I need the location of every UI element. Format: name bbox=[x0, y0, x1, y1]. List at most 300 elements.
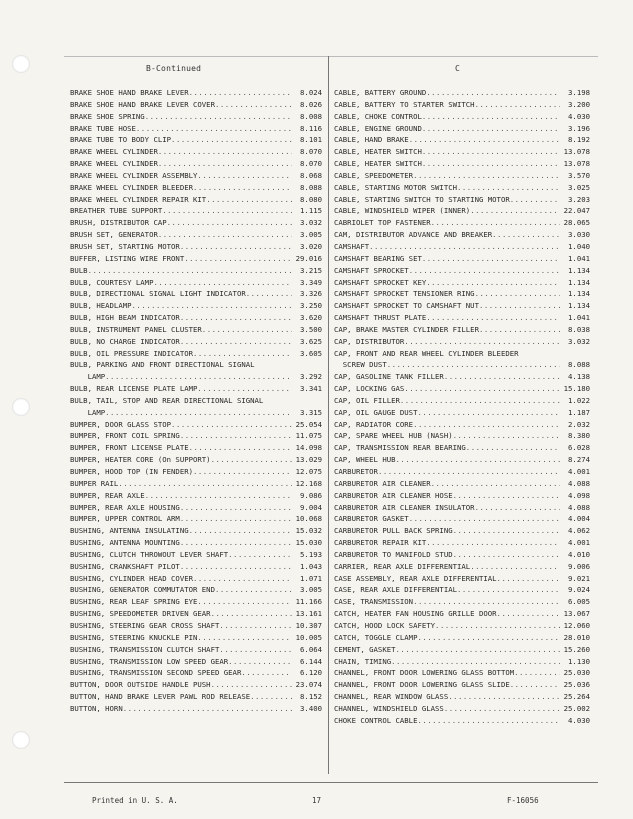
entry-page-ref: 3.025 bbox=[568, 182, 590, 192]
entry-page-ref: 3.400 bbox=[300, 703, 322, 713]
leader-dots bbox=[391, 656, 560, 668]
entry-name: BRUSH SET, GENERATOR bbox=[70, 230, 158, 240]
entry-name: BULB, NO CHARGE INDICATOR bbox=[70, 336, 180, 346]
index-entry bbox=[334, 265, 590, 277]
entry-name: BUTTON, HORN bbox=[70, 703, 123, 713]
index-entry bbox=[334, 288, 590, 300]
entry-name: CAP, OIL FILLER bbox=[334, 395, 400, 405]
entry-page-ref: 3.020 bbox=[300, 241, 322, 251]
index-entry bbox=[70, 324, 322, 336]
leader-dots bbox=[422, 111, 560, 123]
entry-page-ref: 6.028 bbox=[568, 443, 590, 453]
entry-page-ref: 9.086 bbox=[300, 490, 322, 500]
entry-page-ref: 9.021 bbox=[568, 573, 590, 583]
entry-name: BUMPER, DOOR GLASS STOP bbox=[70, 419, 172, 429]
entry-page-ref: 3.030 bbox=[568, 230, 590, 240]
index-entry bbox=[334, 691, 590, 703]
leader-dots bbox=[193, 348, 292, 360]
entry-page-ref: 22.047 bbox=[563, 206, 590, 216]
entry-page-ref: 8.068 bbox=[300, 170, 322, 180]
leader-dots bbox=[470, 561, 560, 573]
entry-name: BUFFER, LISTING WIRE FRONT bbox=[70, 253, 185, 263]
entry-name: CABLE, HEATER SWITCH bbox=[334, 159, 422, 169]
printed-in-label: Printed in U. S. A. bbox=[92, 796, 178, 805]
index-entry bbox=[334, 703, 590, 715]
entry-name: BRAKE WHEEL CYLINDER bbox=[70, 159, 158, 169]
entry-name: CAMSHAFT BEARING SET bbox=[334, 253, 422, 263]
index-entry bbox=[334, 513, 590, 525]
index-entry bbox=[334, 430, 590, 442]
entry-name: CHANNEL, REAR WINDOW GLASS bbox=[334, 692, 449, 702]
index-entry bbox=[334, 442, 590, 454]
entry-page-ref: 15.030 bbox=[295, 538, 322, 548]
index-entry bbox=[334, 277, 590, 289]
leader-dots bbox=[497, 608, 560, 620]
entry-page-ref: 4.030 bbox=[568, 715, 590, 725]
entry-page-ref: 3.326 bbox=[300, 289, 322, 299]
leader-dots bbox=[180, 336, 292, 348]
leader-dots bbox=[396, 454, 560, 466]
entry-name: BUSHING, ANTENNA MOUNTING bbox=[70, 538, 180, 548]
index-entry bbox=[334, 502, 590, 514]
entry-name: SCREW DUST bbox=[334, 360, 387, 370]
entry-name: CABLE, BATTERY TO STARTER SWITCH bbox=[334, 99, 475, 109]
entry-page-ref: 25.036 bbox=[563, 680, 590, 690]
index-entry bbox=[70, 205, 322, 217]
index-entry bbox=[334, 371, 590, 383]
index-entry bbox=[334, 348, 590, 360]
entry-name: BULB, HEADLAMP bbox=[70, 301, 132, 311]
entry-name: BUSHING, REAR LEAF SPRING EYE bbox=[70, 597, 198, 607]
entry-page-ref: 1.134 bbox=[568, 289, 590, 299]
index-entry bbox=[334, 111, 590, 123]
index-entry bbox=[334, 667, 590, 679]
leader-dots bbox=[453, 525, 560, 537]
entry-name: BUSHING, CLUTCH THROWOUT LEVER SHAFT bbox=[70, 549, 229, 559]
entry-page-ref: 12.168 bbox=[295, 478, 322, 488]
entry-page-ref: 1.134 bbox=[568, 301, 590, 311]
index-entry bbox=[334, 87, 590, 99]
leader-dots bbox=[435, 620, 560, 632]
entry-page-ref: 8.070 bbox=[300, 147, 322, 157]
index-entry bbox=[334, 182, 590, 194]
index-entry bbox=[334, 312, 590, 324]
index-entry bbox=[70, 667, 322, 679]
entry-name: CARBURETOR REPAIR KIT bbox=[334, 538, 427, 548]
index-entry bbox=[334, 525, 590, 537]
entry-page-ref: 13.029 bbox=[295, 455, 322, 465]
entry-page-ref: 3.570 bbox=[568, 170, 590, 180]
leader-dots bbox=[457, 182, 560, 194]
entry-page-ref: 8.088 bbox=[568, 360, 590, 370]
entry-page-ref: 4.098 bbox=[568, 490, 590, 500]
entry-name: CAP, FRONT AND REAR WHEEL CYLINDER BLEEDER bbox=[334, 348, 519, 358]
entry-name: CASE ASSEMBLY, REAR AXLE DIFFERENTIAL bbox=[334, 573, 497, 583]
entry-page-ref: 28.010 bbox=[563, 632, 590, 642]
entry-page-ref: 1.041 bbox=[568, 313, 590, 323]
index-entry bbox=[334, 620, 590, 632]
index-entry bbox=[70, 170, 322, 182]
index-entry bbox=[70, 656, 322, 668]
document-code: F-16056 bbox=[507, 796, 539, 805]
entry-page-ref: 3.005 bbox=[300, 230, 322, 240]
index-entry bbox=[70, 608, 322, 620]
entry-page-ref: 4.001 bbox=[568, 467, 590, 476]
entry-name: BRUSH, DISTRIBUTOR CAP bbox=[70, 218, 167, 228]
entry-page-ref: 12.075 bbox=[295, 467, 322, 476]
index-entry bbox=[334, 123, 590, 135]
index-entry bbox=[334, 170, 590, 182]
index-entry bbox=[334, 419, 590, 431]
entry-page-ref: 1.040 bbox=[568, 241, 590, 251]
index-entry bbox=[334, 466, 590, 478]
leader-dots bbox=[431, 217, 560, 229]
index-entry bbox=[334, 537, 590, 549]
index-entry bbox=[70, 158, 322, 170]
entry-name: CAP, TRANSMISSION REAR BEARING bbox=[334, 443, 466, 453]
entry-page-ref: 25.264 bbox=[563, 692, 590, 702]
entry-name: BULB, REAR LICENSE PLATE LAMP bbox=[70, 384, 198, 394]
entry-name: CHANNEL, FRONT DOOR LOWERING GLASS BOTTOM bbox=[334, 668, 515, 678]
index-entry bbox=[334, 573, 590, 585]
index-entry bbox=[70, 430, 322, 442]
index-entry bbox=[70, 265, 322, 277]
leader-dots bbox=[180, 561, 292, 573]
entry-name: BRAKE TUBE HOSE bbox=[70, 123, 136, 133]
entry-page-ref: 3.605 bbox=[300, 348, 322, 358]
entry-page-ref: 10.307 bbox=[295, 620, 322, 630]
leader-dots bbox=[422, 146, 560, 158]
index-entry bbox=[70, 525, 322, 537]
leader-dots bbox=[409, 513, 560, 525]
index-entry bbox=[70, 537, 322, 549]
leader-dots bbox=[180, 537, 292, 549]
entry-page-ref: 8.152 bbox=[300, 692, 322, 702]
leader-dots bbox=[158, 158, 292, 170]
entry-name: BUSHING, CRANKSHAFT PILOT bbox=[70, 561, 180, 571]
entry-page-ref: 3.203 bbox=[568, 194, 590, 204]
entry-name: CABLE, SPEEDOMETER bbox=[334, 170, 414, 180]
leader-dots bbox=[118, 478, 292, 490]
entry-page-ref: 8.070 bbox=[300, 159, 322, 169]
leader-dots bbox=[426, 537, 560, 549]
entry-name: CAP, OIL GAUGE DUST bbox=[334, 407, 418, 417]
entry-name: BREATHER TUBE SUPPORT bbox=[70, 206, 163, 216]
entry-name: BRAKE WHEEL CYLINDER ASSEMBLY bbox=[70, 170, 198, 180]
index-entry bbox=[70, 288, 322, 300]
leader-dots bbox=[123, 703, 292, 715]
entry-page-ref: 11.166 bbox=[295, 597, 322, 607]
entry-name: CABLE, HAND BRAKE bbox=[334, 135, 409, 145]
entry-name: CHOKE CONTROL CABLE bbox=[334, 715, 418, 725]
leader-dots bbox=[162, 205, 292, 217]
entry-name: CAP, RADIATOR CORE bbox=[334, 419, 414, 429]
leader-dots bbox=[417, 715, 560, 727]
index-entry bbox=[70, 703, 322, 715]
entry-page-ref: 28.065 bbox=[563, 218, 590, 228]
entry-name: CAP, LOCKING GAS bbox=[334, 384, 405, 394]
index-entry bbox=[334, 407, 590, 419]
entry-name: CARBURETOR AIR CLEANER INSULATOR bbox=[334, 502, 475, 512]
entry-name: BULB, TAIL, STOP AND REAR DIRECTIONAL SIGNAL bbox=[70, 395, 264, 405]
entry-page-ref: 25.054 bbox=[295, 419, 322, 429]
index-entry bbox=[70, 123, 322, 135]
leader-dots bbox=[413, 170, 560, 182]
leader-dots bbox=[211, 454, 292, 466]
entry-page-ref: 9.004 bbox=[300, 502, 322, 512]
entry-page-ref: 6.064 bbox=[300, 644, 322, 654]
entry-name: CABLE, ENGINE GROUND bbox=[334, 123, 422, 133]
entry-page-ref: 3.215 bbox=[300, 265, 322, 275]
entry-name: BRAKE TUBE TO BODY CLIP bbox=[70, 135, 172, 145]
entry-page-ref: 13.067 bbox=[563, 609, 590, 619]
binder-hole-icon bbox=[12, 398, 30, 416]
index-entry bbox=[334, 478, 590, 490]
entry-name: CASE, REAR AXLE DIFFERENTIAL bbox=[334, 585, 458, 595]
entry-page-ref: 8.038 bbox=[568, 324, 590, 334]
leader-dots bbox=[189, 442, 292, 454]
leader-dots bbox=[369, 241, 560, 253]
entry-page-ref: 4.138 bbox=[568, 372, 590, 382]
index-entry bbox=[334, 549, 590, 561]
index-entry bbox=[334, 644, 590, 656]
entry-page-ref: 3.620 bbox=[300, 313, 322, 323]
index-entry bbox=[70, 620, 322, 632]
entry-name: BRAKE WHEEL CYLINDER REPAIR KIT bbox=[70, 194, 207, 204]
leader-dots bbox=[180, 241, 292, 253]
entry-name: CARBURETOR TO MANIFOLD STUD bbox=[334, 549, 453, 559]
entry-page-ref: 25.030 bbox=[563, 668, 590, 678]
entry-name: CAP, DISTRIBUTOR bbox=[334, 336, 405, 346]
leader-dots bbox=[197, 383, 292, 395]
entry-page-ref: 3.349 bbox=[300, 277, 322, 287]
entry-name: BUSHING, TRANSMISSION LOW SPEED GEAR bbox=[70, 656, 229, 666]
leader-dots bbox=[158, 146, 292, 158]
entry-name: BULB, INSTRUMENT PANEL CLUSTER bbox=[70, 324, 202, 334]
leader-dots bbox=[497, 573, 560, 585]
index-entry bbox=[70, 253, 322, 265]
entry-page-ref: 15.180 bbox=[563, 384, 590, 394]
entry-page-ref: 8.024 bbox=[300, 88, 322, 97]
leader-dots bbox=[453, 490, 560, 502]
entry-name: CHANNEL, WINDSHIELD GLASS bbox=[334, 703, 444, 713]
entry-name: BRUSH SET, STARTING MOTOR bbox=[70, 241, 180, 251]
index-entry bbox=[334, 632, 590, 644]
index-entry bbox=[334, 336, 590, 348]
entry-page-ref: 13.078 bbox=[563, 159, 590, 169]
entry-page-ref: 4.030 bbox=[568, 111, 590, 121]
entry-page-ref: 14.098 bbox=[295, 443, 322, 453]
entry-name: BUMPER, FRONT LICENSE PLATE bbox=[70, 443, 189, 453]
entry-name: CAMSHAFT THRUST PLATE bbox=[334, 313, 427, 323]
entry-name: BRAKE SHOE HAND BRAKE LEVER COVER bbox=[70, 99, 215, 109]
leader-dots bbox=[219, 620, 292, 632]
left-column-heading: B-Continued bbox=[146, 64, 202, 73]
entry-page-ref: 3.292 bbox=[300, 372, 322, 382]
index-entry bbox=[70, 679, 322, 691]
entry-page-ref: 4.088 bbox=[568, 478, 590, 488]
entry-name: BUSHING, TRANSMISSION CLUTCH SHAFT bbox=[70, 644, 220, 654]
index-entry bbox=[334, 679, 590, 691]
index-entry bbox=[334, 359, 590, 371]
entry-name: CARBURETOR bbox=[334, 467, 378, 476]
leader-dots bbox=[510, 194, 560, 206]
entry-name: BULB, PARKING AND FRONT DIRECTIONAL SIGNAL bbox=[70, 360, 255, 370]
index-entry bbox=[334, 490, 590, 502]
entry-page-ref: 6.005 bbox=[568, 597, 590, 607]
entry-name: CABLE, HEATER SWITCH bbox=[334, 147, 422, 157]
index-entry bbox=[334, 217, 590, 229]
index-entry bbox=[70, 407, 322, 419]
entry-page-ref: 8.088 bbox=[300, 182, 322, 192]
entry-name: CHAIN, TIMING bbox=[334, 656, 392, 666]
leader-dots bbox=[409, 134, 560, 146]
leader-dots bbox=[413, 419, 560, 431]
index-entry bbox=[70, 691, 322, 703]
leader-dots bbox=[145, 111, 292, 123]
leader-dots bbox=[492, 229, 560, 241]
index-entry bbox=[70, 277, 322, 289]
leader-dots bbox=[444, 371, 560, 383]
leader-dots bbox=[400, 395, 560, 407]
entry-name: BUTTON, HAND BRAKE LEVER PAWL ROD RELEASE bbox=[70, 692, 251, 702]
index-entry bbox=[70, 644, 322, 656]
leader-dots bbox=[246, 288, 292, 300]
entry-name: BRAKE SHOE HAND BRAKE LEVER bbox=[70, 88, 189, 97]
entry-name: BUMPER RAIL bbox=[70, 478, 119, 488]
index-entry bbox=[334, 395, 590, 407]
entry-page-ref: 6.120 bbox=[300, 668, 322, 678]
entry-page-ref: 8.274 bbox=[568, 455, 590, 465]
entry-page-ref: 6.144 bbox=[300, 656, 322, 666]
leader-dots bbox=[475, 502, 560, 514]
entry-page-ref: 29.016 bbox=[295, 253, 322, 263]
entry-page-ref: 3.341 bbox=[300, 384, 322, 394]
index-entry bbox=[70, 383, 322, 395]
entry-name: BUSHING, SPEEDOMETER DRIVEN GEAR bbox=[70, 609, 211, 619]
index-entry bbox=[334, 241, 590, 253]
leader-dots bbox=[479, 324, 560, 336]
entry-page-ref: 8.026 bbox=[300, 99, 322, 109]
entry-page-ref: 1.071 bbox=[300, 573, 322, 583]
leader-dots bbox=[105, 407, 292, 419]
leader-dots bbox=[413, 596, 560, 608]
entry-name: BUMPER, HEATER CORE (On SUPPORT) bbox=[70, 455, 211, 465]
index-entry bbox=[70, 454, 322, 466]
entry-page-ref: 15.260 bbox=[563, 644, 590, 654]
entry-name: CAMSHAFT SPROCKET TO CAMSHAFT NUT bbox=[334, 301, 479, 311]
leader-dots bbox=[211, 679, 292, 691]
index-entry bbox=[70, 371, 322, 383]
entry-page-ref: 2.032 bbox=[568, 419, 590, 429]
entry-name: CAP, SPARE WHEEL HUB (NASH) bbox=[334, 431, 453, 441]
leader-dots bbox=[215, 99, 292, 111]
leader-dots bbox=[422, 253, 560, 265]
index-entry bbox=[334, 99, 590, 111]
index-entry bbox=[334, 300, 590, 312]
entry-name: CASE, TRANSMISSION bbox=[334, 597, 414, 607]
entry-page-ref: 4.010 bbox=[568, 549, 590, 559]
entry-name: CARBURETOR GASKET bbox=[334, 514, 409, 524]
index-entry bbox=[334, 134, 590, 146]
entry-page-ref: 3.315 bbox=[300, 407, 322, 417]
entry-page-ref: 1.134 bbox=[568, 265, 590, 275]
entry-page-ref: 1.041 bbox=[568, 253, 590, 263]
entry-page-ref: 8.116 bbox=[300, 123, 322, 133]
index-entry bbox=[70, 348, 322, 360]
entry-page-ref: 3.198 bbox=[568, 88, 590, 97]
entry-name: CAMSHAFT SPROCKET TENSIONER RING bbox=[334, 289, 475, 299]
leader-dots bbox=[211, 608, 292, 620]
entry-name: BUMPER, UPPER CONTROL ARM bbox=[70, 514, 180, 524]
entry-page-ref: 8.008 bbox=[300, 111, 322, 121]
entry-page-ref: 10.005 bbox=[295, 632, 322, 642]
leader-dots bbox=[510, 679, 560, 691]
index-entry bbox=[70, 241, 322, 253]
index-entry bbox=[334, 158, 590, 170]
entry-name: CAMSHAFT SPROCKET bbox=[334, 265, 409, 275]
entry-name: BRAKE SHOE SPRING bbox=[70, 111, 145, 121]
index-entry bbox=[70, 217, 322, 229]
entry-name: BUMPER, REAR AXLE HOUSING bbox=[70, 502, 180, 512]
entry-page-ref: 9.024 bbox=[568, 585, 590, 595]
leader-dots bbox=[105, 371, 292, 383]
index-entry bbox=[334, 608, 590, 620]
index-entry bbox=[334, 205, 590, 217]
entry-name: CARBURETOR AIR CLEANER bbox=[334, 478, 431, 488]
index-entry bbox=[334, 383, 590, 395]
page-number: 17 bbox=[312, 796, 322, 805]
leader-dots bbox=[479, 300, 560, 312]
leader-dots bbox=[180, 502, 292, 514]
leader-dots bbox=[241, 667, 292, 679]
leader-dots bbox=[132, 300, 292, 312]
entry-name: BULB bbox=[70, 265, 88, 275]
entry-name: BULB, HIGH BEAM INDICATOR bbox=[70, 313, 180, 323]
leader-dots bbox=[184, 253, 292, 265]
leader-dots bbox=[475, 99, 560, 111]
entry-name: BUMPER, REAR AXLE bbox=[70, 490, 145, 500]
entry-name: LAMP bbox=[70, 372, 106, 382]
index-entry bbox=[70, 99, 322, 111]
binder-hole-icon bbox=[12, 731, 30, 749]
entry-name: CABLE, STARTING MOTOR SWITCH bbox=[334, 182, 458, 192]
entry-name: CAP, BRAKE MASTER CYLINDER FILLER bbox=[334, 324, 479, 334]
entry-name: CABLE, CHOKE CONTROL bbox=[334, 111, 422, 121]
entry-page-ref: 5.193 bbox=[300, 549, 322, 559]
index-entry bbox=[70, 490, 322, 502]
entry-page-ref: 3.200 bbox=[568, 99, 590, 109]
entry-name: BULB, DIRECTIONAL SIGNAL LIGHT INDICATOR bbox=[70, 289, 246, 299]
leader-dots bbox=[180, 513, 292, 525]
entry-name: CAM, DISTRIBUTOR ADVANCE AND BREAKER bbox=[334, 230, 493, 240]
leader-dots bbox=[189, 87, 292, 99]
entry-name: CARBURETOR PULL BACK SPRING bbox=[334, 526, 453, 536]
entry-page-ref: 15.032 bbox=[295, 526, 322, 536]
index-entry bbox=[70, 146, 322, 158]
index-entry bbox=[334, 454, 590, 466]
entry-name: CARBURETOR AIR CLEANER HOSE bbox=[334, 490, 453, 500]
entry-page-ref: 3.500 bbox=[300, 324, 322, 334]
leader-dots bbox=[136, 123, 292, 135]
leader-dots bbox=[158, 229, 292, 241]
entry-page-ref: 3.032 bbox=[568, 336, 590, 346]
entry-page-ref: 11.075 bbox=[295, 431, 322, 441]
entry-name: BUSHING, STEERING KNUCKLE PIN bbox=[70, 632, 198, 642]
index-entry bbox=[70, 466, 322, 478]
leader-dots bbox=[197, 632, 292, 644]
entry-page-ref: 1.022 bbox=[568, 395, 590, 405]
